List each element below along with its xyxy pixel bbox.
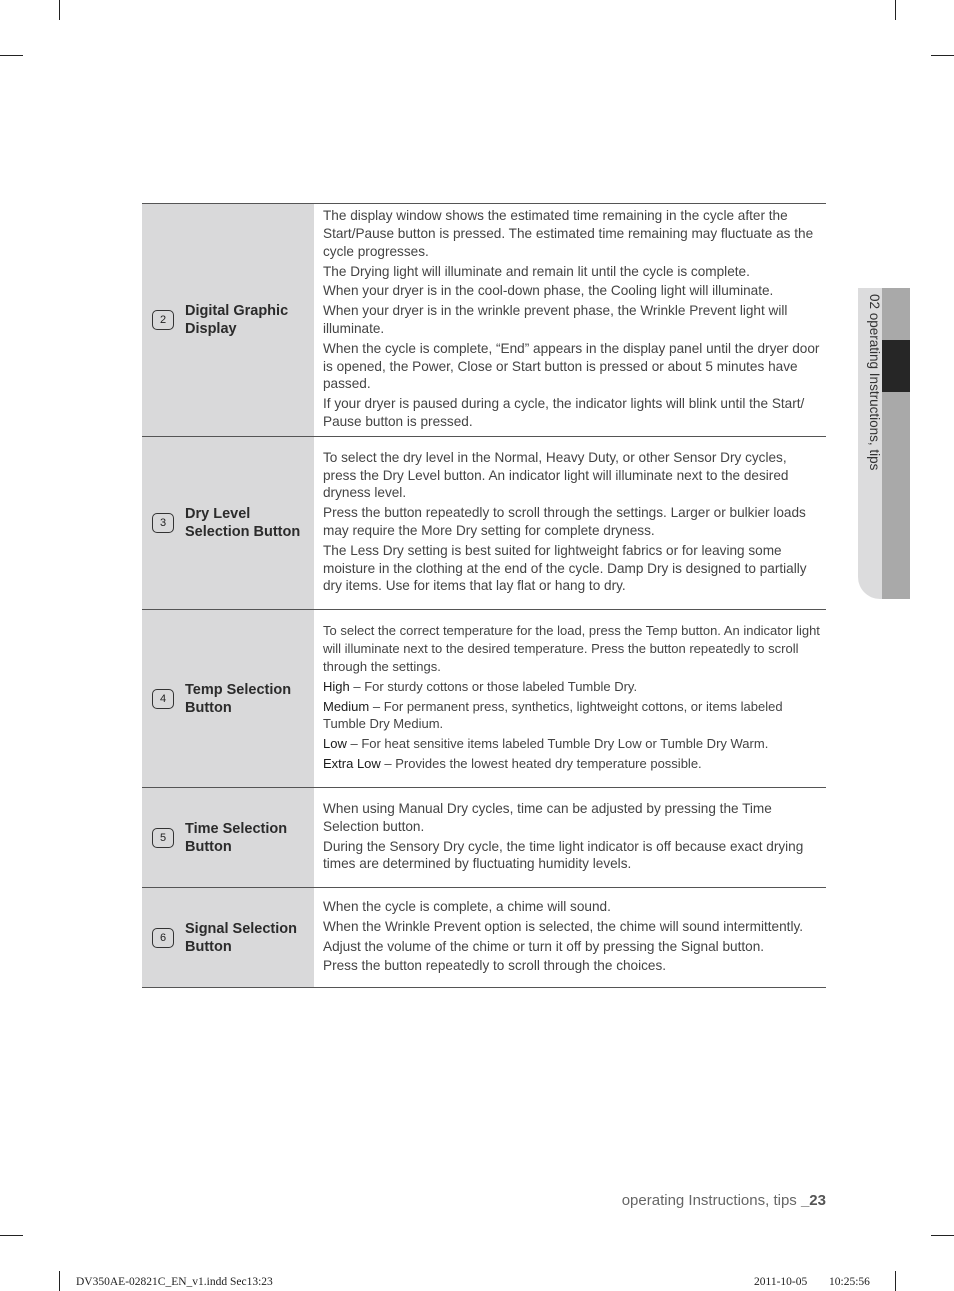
crop-mark xyxy=(59,1271,60,1291)
description-paragraph xyxy=(323,678,820,696)
description-paragraph xyxy=(323,622,820,675)
row-description-cell xyxy=(314,204,826,436)
description-paragraph xyxy=(323,504,820,540)
row-description-cell xyxy=(314,788,826,887)
row-description-cell xyxy=(314,888,826,987)
crop-mark xyxy=(0,1235,23,1236)
description-paragraph xyxy=(323,735,820,753)
print-slug-date: 2011-10-05 xyxy=(754,1276,808,1288)
item-number-badge: 4 xyxy=(152,689,174,709)
paragraph-text: – For permanent press, synthetics, lightweight cottons, or items labeled Tumble Dry Medium. xyxy=(323,698,783,732)
crop-mark xyxy=(0,55,23,56)
description-paragraph xyxy=(323,938,820,956)
description-paragraph xyxy=(323,340,820,393)
footer-section-title: operating Instructions, tips xyxy=(621,1192,797,1209)
description-paragraph xyxy=(323,207,820,260)
paragraph-text: When the cycle is complete, “End” appears in the display panel until the dryer door is opened, the Power, Close or Start button is pressed or about 5 minutes have passed. xyxy=(323,340,820,392)
row-label: Time Selection Button xyxy=(185,820,288,855)
paragraph-text: The display window shows the estimated time remaining in the cycle after the Start/Pause button is pressed. The estimated time remaining may fluctuate as the cycle progresses. xyxy=(323,208,814,259)
row-label-cell xyxy=(142,437,314,609)
print-slug-time: 10:25:56 xyxy=(829,1276,870,1288)
paragraph-text: – Provides the lowest heated dry temperature possible. xyxy=(380,755,702,771)
item-number-badge: 6 xyxy=(152,928,174,948)
item-number-badge: 2 xyxy=(152,310,174,330)
crop-mark xyxy=(59,0,60,20)
row-label-cell xyxy=(142,610,314,787)
description-paragraph xyxy=(323,449,820,502)
row-label: Digital Graphic Display xyxy=(185,303,289,337)
row-label: Dry Level Selection Button xyxy=(185,506,301,540)
paragraph-text: When using Manual Dry cycles, time can be adjusted by pressing the Time Selection button. xyxy=(323,800,772,834)
row-label-cell xyxy=(142,888,314,987)
paragraph-text: To select the correct temperature for the load, press the Temp button. An indicator light will illuminate next to the desired temperature. Press the button repeatedly to scroll through the settings. xyxy=(323,623,820,674)
paragraph-text: Adjust the volume of the chime or turn it off by pressing the Signal button. xyxy=(323,938,765,954)
crop-mark xyxy=(931,55,954,56)
side-tab-marker xyxy=(882,340,910,392)
side-tab-bar xyxy=(882,288,910,599)
row-label: Temp Selection Button xyxy=(185,681,292,716)
paragraph-text: Press the button repeatedly to scroll through the settings. Larger or bulkier loads may require the More Dry setting for complete dryness. xyxy=(323,505,806,538)
page-footer xyxy=(622,1192,826,1209)
description-paragraph xyxy=(323,263,820,281)
crop-mark xyxy=(931,1235,954,1236)
paragraph-text: The Drying light will illuminate and remain lit until the cycle is complete. xyxy=(323,263,750,279)
table-row xyxy=(142,610,826,788)
table-row xyxy=(142,437,826,610)
paragraph-text: When your dryer is in the wrinkle prevent phase, the Wrinkle Prevent light will illuminate. xyxy=(323,303,788,336)
description-paragraph xyxy=(323,800,820,836)
table-row xyxy=(142,888,826,988)
description-paragraph xyxy=(323,838,820,874)
item-number-badge: 3 xyxy=(152,513,174,533)
description-paragraph xyxy=(323,282,820,300)
control-panel-table xyxy=(142,203,826,988)
description-paragraph xyxy=(323,395,820,431)
description-paragraph xyxy=(323,957,820,975)
description-paragraph xyxy=(323,542,820,595)
description-paragraph xyxy=(323,698,820,734)
description-paragraph xyxy=(323,755,820,773)
paragraph-text: When the Wrinkle Prevent option is selected, the chime will sound intermittently. xyxy=(323,918,804,934)
paragraph-text: During the Sensory Dry cycle, the time light indicator is off because exact drying times are determined by fluctuating humidity levels. xyxy=(323,838,804,872)
description-paragraph xyxy=(323,898,820,916)
crop-mark xyxy=(895,0,896,20)
print-slug-file: DV350AE-02821C_EN_v1.indd Sec13:23 xyxy=(76,1276,273,1288)
paragraph-text: Press the button repeatedly to scroll through the choices. xyxy=(323,958,667,974)
paragraph-text: When your dryer is in the cool-down phase, the Cooling light will illuminate. xyxy=(323,283,774,299)
section-side-tab xyxy=(858,288,910,599)
setting-term: High xyxy=(323,678,350,694)
paragraph-text: – For heat sensitive items labeled Tumble Dry Low or Tumble Dry Warm. xyxy=(346,736,769,752)
row-label: Signal Selection Button xyxy=(185,920,297,955)
setting-term: Low xyxy=(323,736,347,752)
page-number: _23 xyxy=(800,1192,826,1209)
setting-term: Medium xyxy=(323,698,370,714)
item-number-badge: 5 xyxy=(152,828,174,848)
paragraph-text: If your dryer is paused during a cycle, the indicator lights will blink until the Start/ Pause button is pressed. xyxy=(323,396,805,429)
row-description-cell xyxy=(314,610,826,787)
paragraph-text: When the cycle is complete, a chime will sound. xyxy=(323,898,611,914)
row-label-cell xyxy=(142,788,314,887)
paragraph-text: – For sturdy cottons or those labeled Tumble Dry. xyxy=(349,678,638,694)
table-row xyxy=(142,204,826,437)
side-tab-label: 02 operating Instructions, tips xyxy=(867,294,882,471)
row-label-cell xyxy=(142,204,314,436)
table-row xyxy=(142,788,826,888)
paragraph-text: To select the dry level in the Normal, Heavy Duty, or other Sensor Dry cycles, press the Dry Level button. An indicator light will illuminate next to the desired dryness level. xyxy=(323,449,789,501)
description-paragraph xyxy=(323,302,820,338)
crop-mark xyxy=(895,1271,896,1291)
paragraph-text: The Less Dry setting is best suited for lightweight fabrics or for leaving some moisture in the clothing at the end of the cycle. Damp Dry is designed to partially dry items. Use for items that lay flat or hang to dry. xyxy=(323,542,807,594)
description-paragraph xyxy=(323,918,820,936)
row-description-cell xyxy=(314,437,826,609)
setting-term: Extra Low xyxy=(323,755,381,771)
